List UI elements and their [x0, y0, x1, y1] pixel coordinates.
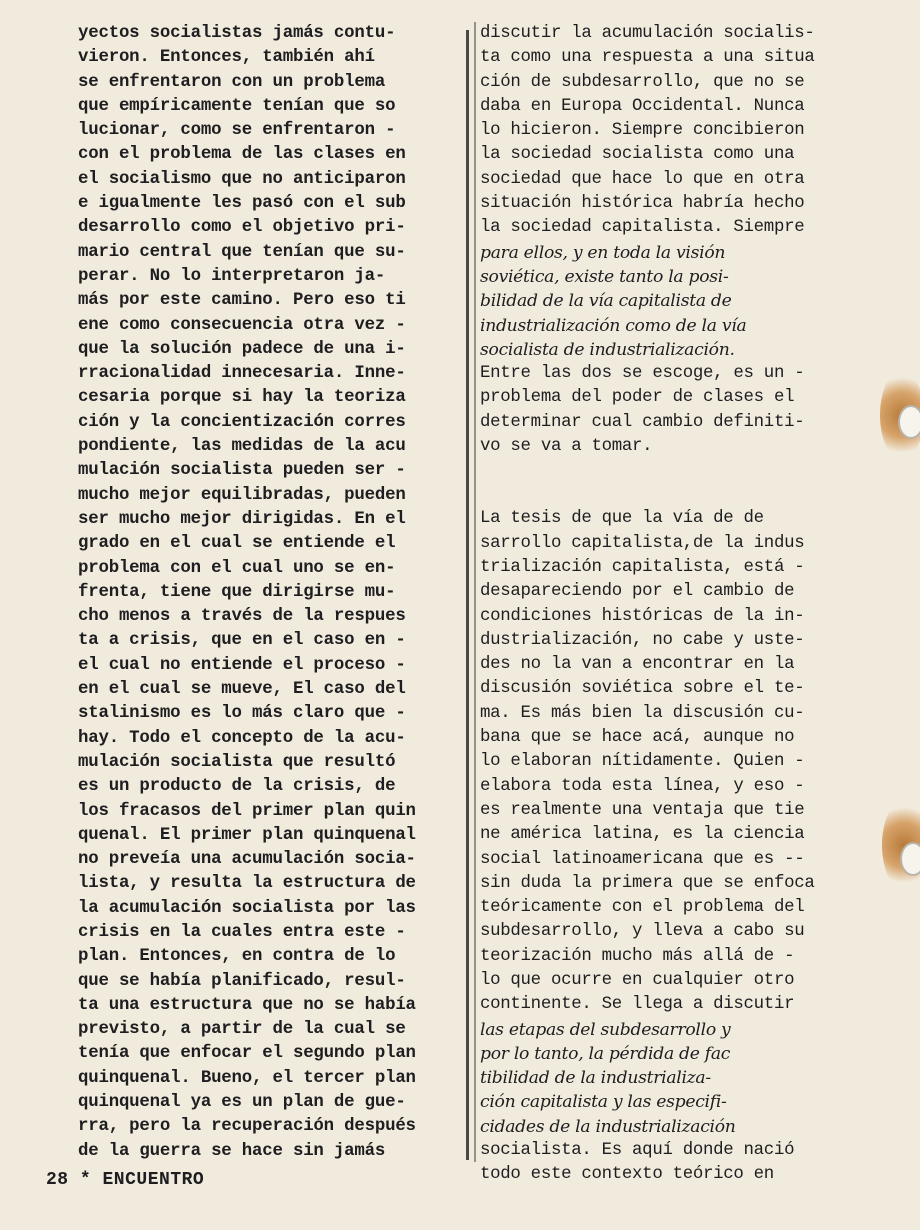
text-line: en el cual se mueve, El caso del: [78, 680, 406, 700]
text-line: mulación socialista pueden ser -: [78, 461, 406, 481]
text-line: el socialismo que no anticiparon: [78, 169, 406, 189]
text-line: e igualmente les pasó con el sub: [78, 194, 406, 214]
italic-text-line: por lo tanto, la pérdida de fac: [480, 1043, 731, 1064]
text-line: quenal. El primer plan quinquenal: [78, 825, 416, 845]
text-line: rra, pero la recuperación después: [78, 1117, 416, 1137]
text-line: ne américa latina, es la ciencia: [480, 825, 805, 845]
italic-text-line: tibilidad de la industrializa-: [480, 1068, 711, 1089]
text-line: desapareciendo por el cambio de: [480, 582, 795, 602]
text-line: ta una estructura que no se había: [78, 995, 416, 1015]
text-line: mario central que tenían que su-: [78, 242, 406, 262]
text-line: ción y la concientización corres: [78, 412, 406, 432]
text-line: trialización capitalista, está -: [480, 557, 805, 577]
text-line: ta como una respuesta a una situa: [480, 48, 815, 68]
text-line: subdesarrollo, y lleva a cabo su: [480, 922, 805, 942]
text-line: situación histórica habría hecho: [480, 194, 805, 214]
text-line: de la guerra se hace sin jamás: [78, 1141, 386, 1161]
text-line: La tesis de que la vía de de: [480, 509, 764, 529]
text-line: es un producto de la crisis, de: [78, 777, 396, 797]
text-line: discutir la acumulación socialis-: [480, 24, 815, 43]
text-line: que la solución padece de una i-: [78, 339, 406, 359]
text-line: la acumulación socialista por las: [78, 898, 416, 918]
page-footer: 28 * ENCUENTRO: [46, 1170, 205, 1190]
text-line: quinquenal. Bueno, el tercer plan: [78, 1068, 416, 1088]
text-line: continente. Se llega a discutir: [480, 995, 795, 1015]
text-line: stalinismo es lo más claro que -: [78, 704, 406, 724]
text-line: frenta, tiene que dirigirse mu-: [78, 582, 396, 602]
text-line: determinar cual cambio definiti-: [480, 412, 805, 432]
text-line: la sociedad capitalista. Siempre: [480, 218, 805, 238]
text-line: vo se va a tomar.: [480, 437, 653, 457]
italic-text-line: ción capitalista y las especifi-: [480, 1092, 727, 1113]
text-line: lo elaboran nítidamente. Quien -: [480, 752, 805, 772]
italic-text-line: industrialización como de la vía: [480, 315, 747, 336]
text-line: se enfrentaron con un problema: [78, 72, 386, 92]
text-line: teorización mucho más allá de -: [480, 946, 795, 966]
text-line: más por este camino. Pero eso ti: [78, 291, 406, 311]
text-line: grado en el cual se entiende el: [78, 534, 396, 554]
text-line: socialista. Es aquí donde nació: [480, 1141, 795, 1161]
text-line: ción de subdesarrollo, que no se: [480, 72, 805, 92]
text-line: lista, y resulta la estructura de: [78, 874, 416, 894]
italic-text-line: soviética, existe tanto la posi-: [480, 266, 729, 287]
text-line: crisis en la cuales entra este -: [78, 922, 406, 942]
right-paragraph-1: [480, 22, 885, 459]
text-line: yectos socialistas jamás contu-: [78, 24, 396, 43]
left-column: [78, 22, 473, 1164]
text-line: mucho mejor equilibradas, pueden: [78, 485, 406, 505]
text-line: los fracasos del primer plan quin: [78, 801, 416, 821]
text-line: no preveía una acumulación socia-: [78, 850, 416, 870]
text-line: con el problema de las clases en: [78, 145, 406, 165]
text-line: es realmente una ventaja que tie: [480, 800, 805, 820]
text-line: plan. Entonces, en contra de lo: [78, 947, 396, 967]
paragraph-gap: [480, 459, 885, 507]
binding-ring-top: [898, 405, 920, 439]
italic-text-line: las etapas del subdesarrollo y: [480, 1019, 731, 1040]
text-line: ma. Es más bien la discusión cu-: [480, 703, 805, 723]
text-line: discusión soviética sobre el te-: [480, 679, 805, 699]
text-line: ser mucho mejor dirigidas. En el: [78, 509, 406, 529]
right-paragraph-2: [480, 507, 885, 1187]
text-line: teóricamente con el problema del: [480, 898, 805, 918]
text-line: ta a crisis, que en el caso en -: [78, 631, 406, 651]
text-line: sociedad que hace lo que en otra: [480, 169, 805, 189]
italic-text-line: socialista de industrialización.: [480, 339, 735, 360]
italic-text-line: para ellos, y en toda la visión: [480, 242, 726, 263]
text-line: problema con el cual uno se en-: [78, 558, 396, 578]
text-line: dustrialización, no cabe y uste-: [480, 630, 805, 650]
text-line: el cual no entiende el proceso -: [78, 655, 406, 675]
text-line: sin duda la primera que se enfoca: [480, 873, 815, 893]
text-line: vieron. Entonces, también ahí: [78, 48, 375, 68]
text-line: sarrollo capitalista,de la indus: [480, 533, 805, 553]
text-line: cesaria porque si hay la teoriza: [78, 388, 406, 408]
text-line: ene como consecuencia otra vez -: [78, 315, 406, 335]
binding-ring-bottom: [900, 842, 920, 876]
text-line: Entre las dos se escoge, es un -: [480, 364, 805, 384]
text-line: social latinoamericana que es --: [480, 849, 805, 869]
text-line: que empíricamente tenían que so: [78, 96, 396, 116]
right-column: [480, 22, 885, 1188]
text-line: desarrollo como el objetivo pri-: [78, 218, 406, 238]
text-line: lo hicieron. Siempre concibieron: [480, 121, 805, 141]
text-line: rracionalidad innecesaria. Inne-: [78, 364, 406, 384]
column-divider-shadow: [474, 22, 476, 1162]
text-line: des no la van a encontrar en la: [480, 655, 795, 675]
text-line: pondiente, las medidas de la acu: [78, 437, 406, 457]
text-line: daba en Europa Occidental. Nunca: [480, 96, 805, 116]
text-line: lucionar, como se enfrentaron -: [78, 121, 396, 141]
text-line: lo que ocurre en cualquier otro: [480, 970, 795, 990]
text-line: tenía que enfocar el segundo plan: [78, 1044, 416, 1064]
text-line: cho menos a través de la respues: [78, 607, 406, 627]
text-line: perar. No lo interpretaron ja-: [78, 266, 386, 286]
text-line: mulación socialista que resultó: [78, 752, 396, 772]
text-line: la sociedad socialista como una: [480, 145, 795, 165]
text-line: problema del poder de clases el: [480, 388, 795, 408]
italic-text-line: cidades de la industrialización: [480, 1116, 736, 1137]
italic-text-line: bilidad de la vía capitalista de: [480, 291, 732, 312]
text-line: todo este contexto teórico en: [480, 1165, 774, 1185]
text-line: condiciones históricas de la in-: [480, 606, 805, 626]
text-line: quinquenal ya es un plan de gue-: [78, 1093, 406, 1113]
text-line: bana que se hace acá, aunque no: [480, 728, 795, 748]
text-line: hay. Todo el concepto de la acu-: [78, 728, 406, 748]
text-line: elabora toda esta línea, y eso -: [480, 776, 805, 796]
text-line: que se había planificado, resul-: [78, 971, 406, 991]
text-line: previsto, a partir de la cual se: [78, 1020, 406, 1040]
